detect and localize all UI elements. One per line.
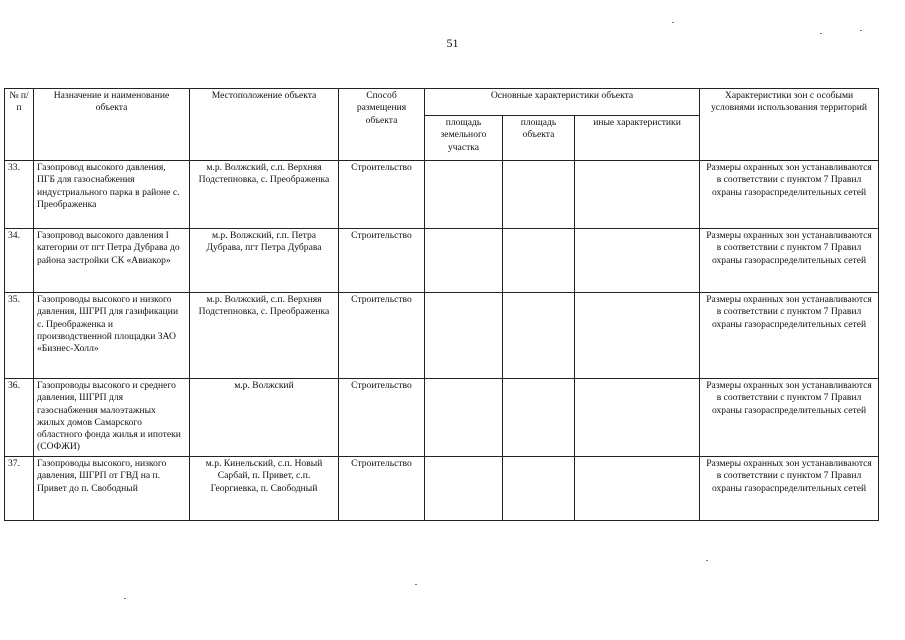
row-location: м.р. Волжский bbox=[190, 379, 339, 457]
row-name: Газопровод высокого давления I категории от пгт Петра Дубрава до района застройки СК «Авиакор» bbox=[34, 229, 190, 293]
row-object-area bbox=[503, 161, 575, 229]
row-name: Газопроводы высокого и низкого давления, ШГРП для газификации с. Преображенка и производственной площадки ЗАО «Бизнес-Холл» bbox=[34, 293, 190, 379]
row-placement-method: Строительство bbox=[339, 229, 425, 293]
page-number: 51 bbox=[446, 36, 459, 50]
row-zone-characteristics: Размеры охранных зон устанавливаются в соответствии с пунктом 7 Правил охраны газораспределительных сетей bbox=[700, 229, 879, 293]
table-row bbox=[5, 457, 879, 521]
row-num: 36. bbox=[5, 379, 34, 457]
row-other-characteristics bbox=[575, 457, 700, 521]
row-placement-method: Строительство bbox=[339, 457, 425, 521]
row-other-characteristics bbox=[575, 379, 700, 457]
scan-speck bbox=[706, 560, 708, 561]
row-zone-characteristics: Размеры охранных зон устанавливаются в соответствии с пунктом 7 Правил охраны газораспределительных сетей bbox=[700, 457, 879, 521]
table-row bbox=[5, 379, 879, 457]
header-name: Назначение и наименование объекта bbox=[34, 89, 190, 161]
scan-speck bbox=[860, 30, 862, 31]
table-body bbox=[5, 161, 879, 521]
row-land-area bbox=[425, 229, 503, 293]
row-other-characteristics bbox=[575, 229, 700, 293]
row-num: 34. bbox=[5, 229, 34, 293]
row-num: 37. bbox=[5, 457, 34, 521]
header-location: Местоположение объекта bbox=[190, 89, 339, 161]
table-header bbox=[5, 89, 879, 161]
row-location: м.р. Волжский, с.п. Верхняя Подстепновка, с. Преображенка bbox=[190, 293, 339, 379]
header-main-characteristics: Основные характеристики объекта bbox=[425, 89, 700, 116]
row-object-area bbox=[503, 379, 575, 457]
row-land-area bbox=[425, 293, 503, 379]
row-land-area bbox=[425, 379, 503, 457]
table-row bbox=[5, 229, 879, 293]
scan-speck bbox=[415, 584, 417, 585]
row-object-area bbox=[503, 293, 575, 379]
row-placement-method: Строительство bbox=[339, 379, 425, 457]
row-num: 35. bbox=[5, 293, 34, 379]
row-object-area bbox=[503, 229, 575, 293]
row-num: 33. bbox=[5, 161, 34, 229]
row-land-area bbox=[425, 457, 503, 521]
row-location: м.р. Кинельский, с.п. Новый Сарбай, п. Привет, с.п. Георгиевка, п. Свободный bbox=[190, 457, 339, 521]
row-land-area bbox=[425, 161, 503, 229]
header-zones: Характеристики зон с особыми условиями использования территорий bbox=[700, 89, 879, 161]
header-placement: Способ размещения объекта bbox=[339, 89, 425, 161]
row-zone-characteristics: Размеры охранных зон устанавливаются в соответствии с пунктом 7 Правил охраны газораспределительных сетей bbox=[700, 379, 879, 457]
row-placement-method: Строительство bbox=[339, 161, 425, 229]
row-zone-characteristics: Размеры охранных зон устанавливаются в соответствии с пунктом 7 Правил охраны газораспределительных сетей bbox=[700, 293, 879, 379]
row-name: Газопроводы высокого, низкого давления, ШГРП от ГВД на п. Привет до п. Свободный bbox=[34, 457, 190, 521]
row-other-characteristics bbox=[575, 293, 700, 379]
scan-speck bbox=[820, 33, 822, 34]
header-object-area: площадь объекта bbox=[503, 116, 575, 161]
row-location: м.р. Волжский, г.п. Петра Дубрава, пгт Петра Дубрава bbox=[190, 229, 339, 293]
table-row bbox=[5, 293, 879, 379]
row-object-area bbox=[503, 457, 575, 521]
row-zone-characteristics: Размеры охранных зон устанавливаются в соответствии с пунктом 7 Правил охраны газораспределительных сетей bbox=[700, 161, 879, 229]
scan-speck bbox=[672, 22, 674, 23]
row-name: Газопроводы высокого и среднего давления, ШГРП для газоснабжения малоэтажных жилых домов Самарского областного фонда жилья и ипотеки (СОФЖИ) bbox=[34, 379, 190, 457]
objects-table bbox=[4, 88, 879, 521]
scan-speck bbox=[124, 598, 126, 599]
row-name: Газопровод высокого давления, ПГБ для газоснабжения индустриального парка в районе с. Преображенка bbox=[34, 161, 190, 229]
header-num: № п/п bbox=[5, 89, 34, 161]
row-other-characteristics bbox=[575, 161, 700, 229]
header-other: иные характеристики bbox=[575, 116, 700, 161]
row-location: м.р. Волжский, с.п. Верхняя Подстепновка, с. Преображенка bbox=[190, 161, 339, 229]
header-land-area: площадь земельного участка bbox=[425, 116, 503, 161]
table-row bbox=[5, 161, 879, 229]
row-placement-method: Строительство bbox=[339, 293, 425, 379]
